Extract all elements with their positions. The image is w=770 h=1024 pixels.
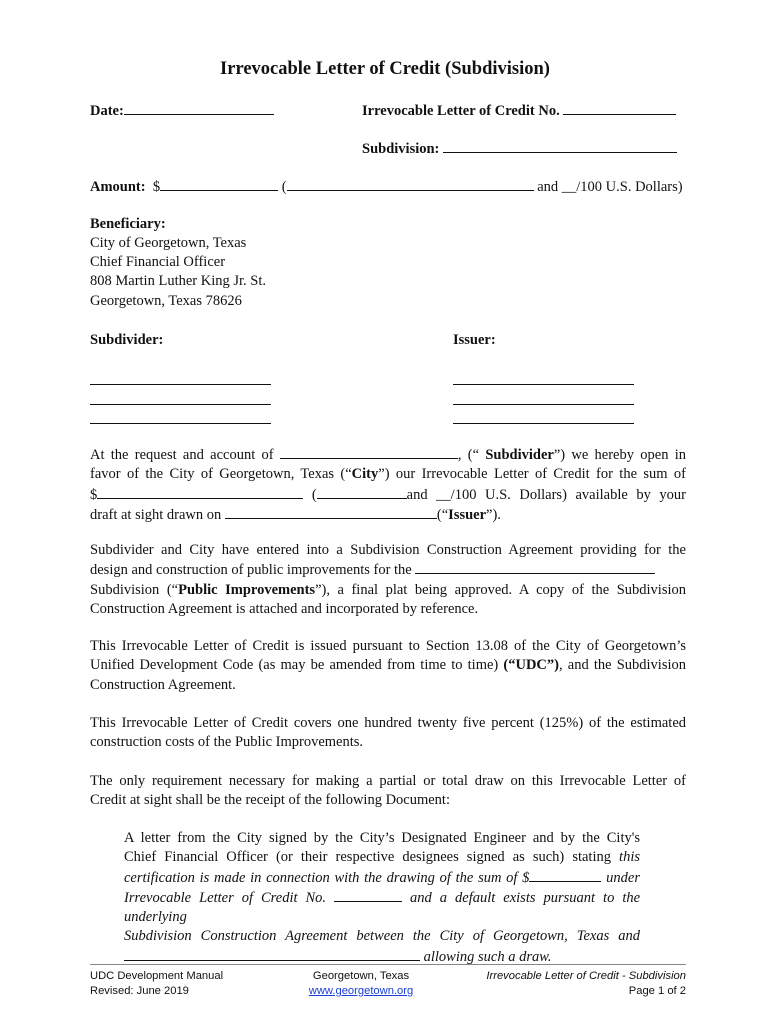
p1-line-3: $ ( and __/100 U.S. Dollars) available by your <box>90 486 687 503</box>
required-document-quote <box>124 829 640 967</box>
subdivider-line-3 <box>90 423 271 424</box>
quote-line-4: Irrevocable Letter of Credit No. and a default exists pursuant to the underlying <box>124 889 641 926</box>
paragraph-udc <box>90 637 686 695</box>
p2-line-1: Subdivider and City have entered into a Subdivision Construction Agreement providing for the <box>90 542 686 558</box>
paragraph-agreement <box>90 541 686 619</box>
date-field <box>90 101 274 121</box>
p4-line-1: This Irrevocable Letter of Credit covers one hundred twenty five percent (125%) of the estimated <box>90 715 686 731</box>
footer-right-line-1: Irrevocable Letter of Credit - Subdivision <box>486 970 686 982</box>
credit-number-field <box>362 101 676 121</box>
footer-rule <box>90 964 686 965</box>
date-label: Date: <box>90 103 124 119</box>
p3-line-2: Unified Development Code (as may be amended from time to time) (“UDC”), and the Subdivision <box>90 657 687 674</box>
subdivision-blank <box>443 139 677 153</box>
subdivider-line-1 <box>90 384 271 385</box>
p2-line-4: Construction Agreement is attached and incorporated by reference. <box>90 600 479 617</box>
amount-currency: $ <box>152 179 161 195</box>
subdivider-label: Subdivider: <box>90 332 164 348</box>
quote-line-2: Chief Financial Officer (or their respective designees signed as such) stating this <box>124 849 640 866</box>
document-title: Irrevocable Letter of Credit (Subdivision) <box>220 59 550 79</box>
p1-line-1: At the request and account of , (“ Subdivider”) we hereby open in <box>90 447 687 463</box>
p5-line-1: The only requirement necessary for making a partial or total draw on this Irrevocable Letter of <box>90 773 686 789</box>
p1-line-4: draft at sight drawn on (“Issuer”). <box>90 506 501 523</box>
beneficiary-heading: Beneficiary: <box>90 216 166 232</box>
amount-open-paren: ( <box>281 179 287 195</box>
p1-line-2: favor of the City of Georgetown, Texas (“City”) our Irrevocable Letter of Credit for the sum of <box>90 466 686 483</box>
paragraph-coverage <box>90 714 686 753</box>
subdivision-label: Subdivision: <box>362 141 440 157</box>
issuer-line-3 <box>453 423 634 424</box>
credit-number-blank <box>563 101 676 115</box>
footer-center-line-1: Georgetown, Texas <box>312 970 410 982</box>
credit-number-label: Irrevocable Letter of Credit No. <box>362 103 560 119</box>
beneficiary-line: 808 Martin Luther King Jr. St. <box>90 273 267 289</box>
issuer-line-2 <box>453 404 634 405</box>
quote-line-6: allowing such a draw. <box>124 947 640 967</box>
subdivider-line-2 <box>90 404 271 405</box>
footer-center-link-wrap <box>263 984 459 998</box>
amount-number-blank <box>160 177 278 191</box>
amount-field <box>90 177 683 197</box>
website-link[interactable]: www.georgetown.org <box>308 985 414 997</box>
quote-line-1: A letter from the City signed by the City’s Designated Engineer and by the City's <box>124 830 640 846</box>
p2-line-2: design and construction of public improvements for the <box>90 560 686 580</box>
issuer-line-1 <box>453 384 634 385</box>
footer-left-line-1: UDC Development Manual <box>90 970 224 982</box>
quote-line-3: certification is made in connection with the drawing of the sum of $ under <box>124 869 641 886</box>
quote-line-5: Subdivision Construction Agreement between the City of Georgetown, Texas and <box>124 928 640 945</box>
issuer-label: Issuer: <box>453 332 496 348</box>
beneficiary-line: Georgetown, Texas 78626 <box>90 293 242 309</box>
p3-line-1: This Irrevocable Letter of Credit is issued pursuant to Section 13.08 of the City of Georgetown’s <box>90 638 686 654</box>
beneficiary-line: City of Georgetown, Texas <box>90 235 247 251</box>
p4-line-2: construction costs of the Public Improvements. <box>90 734 364 751</box>
paragraph-request <box>90 445 686 525</box>
amount-words-blank <box>287 177 534 191</box>
p5-line-2: Credit at sight shall be the receipt of the following Document: <box>90 792 450 809</box>
beneficiary-line: Chief Financial Officer <box>90 254 226 270</box>
paragraph-requirement <box>90 772 686 811</box>
subdivision-field <box>362 139 677 159</box>
footer-page-number: Page 1 of 2 <box>628 985 686 997</box>
amount-suffix: and __/100 U.S. Dollars) <box>537 179 683 195</box>
date-blank <box>124 101 274 115</box>
footer-left-line-2: Revised: June 2019 <box>90 985 189 997</box>
p3-line-3: Construction Agreement. <box>90 676 236 693</box>
p2-line-3: Subdivision (“Public Improvements”), a final plat being approved. A copy of the Subdivision <box>90 581 686 598</box>
amount-label: Amount: <box>90 179 146 195</box>
